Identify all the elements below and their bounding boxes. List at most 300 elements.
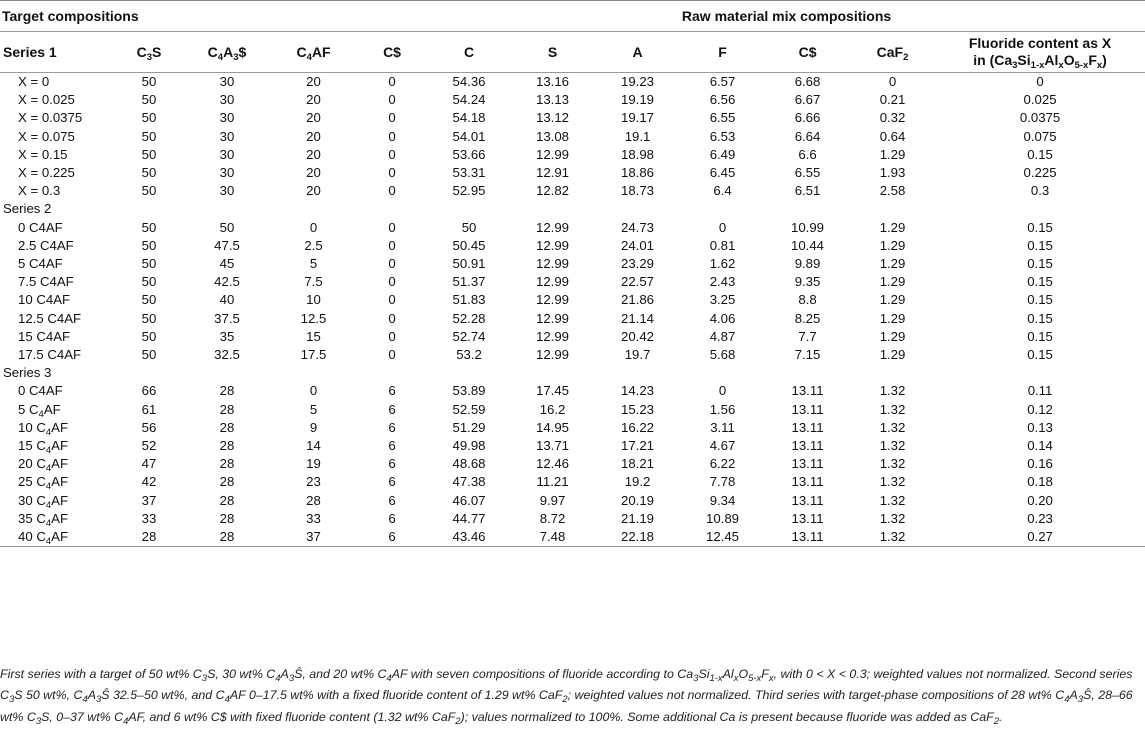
table-row	[0, 182, 1145, 200]
cell-value: 19.17	[621, 110, 655, 126]
cell-value: 37	[271, 528, 356, 547]
cell-value: 50.91	[452, 256, 486, 272]
cell-value: 50	[141, 328, 157, 344]
cell-value: 4.06	[709, 310, 736, 326]
cell-value: 51.29	[452, 419, 486, 435]
row-label: 10 C4AF	[18, 292, 71, 308]
table-row	[0, 91, 1145, 109]
cell-value: 30	[219, 110, 235, 126]
cell-value: 28	[115, 528, 183, 547]
col-header-c3s: $C_3S$	[115, 32, 183, 73]
col-header-c4a3s: $C_4A_3\$$	[183, 32, 271, 73]
cell-value: 19.19	[621, 92, 655, 108]
cell-value: 53.89	[452, 383, 486, 399]
cell-value: 30	[219, 165, 235, 181]
cell-value: 21.19	[621, 510, 655, 526]
cell-value: 6.56	[709, 92, 736, 108]
cell-value: 0.13	[1027, 419, 1053, 435]
cell-value: 0	[388, 310, 396, 326]
cell-value: 0	[888, 74, 897, 89]
cell-value: 6	[356, 528, 428, 547]
cell-value: 56	[141, 419, 157, 435]
cell-value: 30	[219, 146, 235, 162]
cell-value: 0	[1036, 74, 1044, 89]
row-label: X = 0.3	[18, 183, 61, 199]
cell-value: 7.5	[304, 274, 323, 290]
cell-value: 0	[388, 183, 396, 199]
cell-value: 28	[219, 492, 235, 508]
cell-value: 24.73	[621, 219, 655, 235]
cell-value: 7.7	[798, 328, 817, 344]
col-header-c: C	[428, 32, 510, 73]
cell-value: 10	[306, 292, 321, 308]
cell-value: 0	[388, 219, 396, 235]
cell-value: 30	[219, 183, 235, 199]
table-row	[0, 291, 1145, 309]
cell-value: 6.4	[713, 183, 732, 199]
cell-value: 47.38	[452, 474, 486, 490]
cell-value: 23.29	[621, 256, 655, 272]
cell-value: 0	[388, 165, 396, 181]
cell-value: 22.57	[621, 274, 655, 290]
cell-value: 6.66	[794, 110, 821, 126]
cell-value: 54.36	[452, 74, 486, 89]
table-row	[0, 528, 1145, 547]
cell-value: 1.32	[879, 456, 906, 472]
cell-value: 6.53	[709, 128, 736, 144]
cell-value: 50	[141, 219, 157, 235]
row-label: 20 $C_4AF$	[18, 456, 69, 475]
cell-value: 18.73	[621, 183, 655, 199]
cell-value: 7.48	[510, 528, 595, 547]
cell-value: 28	[219, 474, 235, 490]
cell-value: 6	[388, 492, 396, 508]
col-header-f: F	[680, 32, 765, 73]
cell-value: 20	[306, 92, 321, 108]
cell-value: 53.31	[452, 165, 486, 181]
cell-value: 50	[141, 92, 157, 108]
table-row	[0, 109, 1145, 127]
cell-value: 11.21	[536, 474, 569, 490]
row-label: X = 0.0375	[18, 110, 83, 126]
row-label: 30 $C_4AF$	[18, 492, 69, 511]
cell-value: 0.21	[879, 92, 906, 108]
cell-value: 1.32	[879, 492, 906, 508]
cell-value: 51.83	[452, 292, 486, 308]
cell-value: 53.2	[456, 347, 482, 363]
table-row	[0, 455, 1145, 473]
cell-value: 6	[388, 456, 396, 472]
cell-value: 9.97	[539, 492, 566, 508]
cell-value: 1.32	[879, 401, 906, 417]
cell-value: 19.23	[621, 74, 655, 89]
col-header-series: Series 1	[0, 32, 115, 73]
cell-value: 4.87	[709, 328, 736, 344]
cell-value: 6.57	[709, 74, 736, 89]
cell-value: 20	[306, 183, 321, 199]
cell-value: 20.19	[621, 492, 655, 508]
cell-value: 6	[388, 419, 396, 435]
cell-value: 6	[388, 474, 396, 490]
group-header-target: Target compositions	[0, 1, 428, 32]
cell-value: 1.29	[879, 237, 906, 253]
cell-value: 52.95	[452, 183, 486, 199]
cell-value: 0.11	[1027, 383, 1053, 399]
cell-value: 53.66	[452, 146, 486, 162]
cell-value: 13.11	[791, 510, 824, 526]
row-label: 15 $C_4AF$	[18, 438, 69, 457]
cell-value: 52.28	[452, 310, 486, 326]
row-label: 17.5 C4AF	[18, 347, 82, 363]
cell-value: 0	[309, 383, 318, 399]
cell-value: 5	[309, 401, 318, 417]
cell-value: 12.99	[536, 347, 570, 363]
cell-value: 9	[309, 419, 318, 435]
table-row	[0, 219, 1145, 237]
cell-value: 15	[306, 328, 321, 344]
row-label: 35 $C_4AF$	[18, 510, 69, 529]
cell-value: 1.29	[879, 146, 906, 162]
cell-value: 32.5	[214, 347, 240, 363]
cell-value: 17.45	[536, 383, 570, 399]
cell-value: 46.07	[452, 492, 486, 508]
cell-value: 48.68	[452, 456, 486, 472]
cell-value: 0.3	[1030, 183, 1050, 199]
table-row	[0, 419, 1145, 437]
cell-value: 1.29	[879, 219, 906, 235]
cell-value: 0.15	[1027, 310, 1053, 326]
cell-value: 0.15	[1027, 347, 1053, 363]
cell-value: 6.45	[709, 165, 736, 181]
cell-value: 0.18	[1027, 474, 1053, 490]
col-header-cs-raw: C$	[765, 32, 850, 73]
cell-value: 0.20	[1027, 492, 1053, 508]
cell-value: 0.64	[879, 128, 906, 144]
row-label: X = 0.075	[18, 128, 75, 144]
table-row	[0, 492, 1145, 510]
cell-value: 35	[219, 328, 235, 344]
cell-value: 0	[388, 274, 396, 290]
cell-value: 12.99	[536, 310, 570, 326]
cell-value: 66	[141, 383, 157, 399]
cell-value: 12.99	[536, 328, 570, 344]
cell-value: 20	[306, 128, 321, 144]
cell-value: 19.7	[624, 347, 651, 363]
table-row	[0, 473, 1145, 491]
cell-value: 13.11	[791, 383, 824, 399]
cell-value: 0	[388, 92, 396, 108]
series-row	[0, 364, 1145, 382]
cell-value: 4.67	[709, 438, 736, 454]
row-label: 25 $C_4AF$	[18, 474, 69, 493]
cell-value: 50	[461, 219, 477, 235]
cell-value: 44.77	[452, 510, 486, 526]
cell-value: 7.15	[794, 347, 821, 363]
cell-value: 18.98	[621, 146, 655, 162]
table-row	[0, 164, 1145, 182]
cell-value: 50	[141, 183, 157, 199]
cell-value: 0.15	[1027, 256, 1053, 272]
row-label: 7.5 C4AF	[18, 274, 74, 290]
cell-value: 0	[388, 292, 396, 308]
cell-value: 1.93	[879, 165, 906, 181]
col-header-fluoride: Fluoride content as X in $(Ca_3Si_{1-x}Al_xO_{5-x}F_x)$	[935, 32, 1145, 73]
table-row	[0, 128, 1145, 146]
cell-value: 5	[309, 256, 318, 272]
cell-value: 50.45	[452, 237, 486, 253]
cell-value: 20.42	[621, 328, 655, 344]
cell-value: 0	[388, 237, 396, 253]
row-label: 5 C4AF	[18, 256, 63, 272]
table-row	[0, 510, 1145, 528]
cell-value: 19.2	[624, 474, 651, 490]
col-header-a: A	[595, 32, 680, 73]
cell-value: 28	[219, 438, 235, 454]
cell-value: 61	[141, 401, 157, 417]
row-label: 12.5 C4AF	[18, 310, 82, 326]
table-footnote: First series with a target of 50 wt% $C_3S$, 30 wt% $C_4A_3Ŝ$, and 20 wt% $C_4AF$ with seven compositions of fluoride according to $Ca_3Si_{1-x}Al_xO_{5-x}F_x$, with 0 < X < 0.3; weighted values not normalized. Second series $C_3S$ 50 wt%, $C_4A_3Ŝ$ 32.5–50 wt%, and $C_4AF$ 0–17.5 wt% with a fixed fluoride content of 1.29 wt% CaF$_2$; weighted values not normalized. Third series with target-phase compositions of 28 wt% $C_4A_3Ŝ$, 28–66 wt% $C_3S$, 0–37 wt% $C_4AF$, and 6 wt% C$ with fixed fluoride content (1.32 wt% CaF$_2$); values normalized to 100%. Some additional Ca is present because fluoride was added as CaF$_2$.	[0, 667, 1133, 727]
cell-value: 13.16	[536, 74, 570, 89]
cell-value: 1.29	[879, 328, 906, 344]
cell-value: 0	[388, 328, 396, 344]
cell-value: 0.27	[935, 528, 1145, 547]
cell-value: 9.35	[794, 274, 821, 290]
row-label: X = 0.225	[18, 165, 75, 181]
group-header-raw: Raw material mix compositions	[428, 1, 1145, 32]
cell-value: 33	[306, 510, 321, 526]
cell-value: 12.45	[680, 528, 765, 547]
row-label: X = 0	[18, 74, 50, 89]
table-row	[0, 73, 1145, 92]
cell-value: 6.64	[794, 128, 821, 144]
cell-value: 3.25	[709, 292, 736, 308]
table-row	[0, 328, 1145, 346]
cell-value: 30	[219, 128, 235, 144]
cell-value: 6	[388, 401, 396, 417]
cell-value: 50	[141, 256, 157, 272]
col-header-cs: C$	[356, 32, 428, 73]
row-label: 10 $C_4AF$	[18, 419, 69, 438]
series-label: Series 2	[3, 201, 52, 217]
cell-value: 50	[219, 219, 235, 235]
cell-value: 12.5	[300, 310, 327, 326]
cell-value: 28	[219, 456, 235, 472]
cell-value: 50	[141, 165, 157, 181]
cell-value: 13.11	[791, 401, 824, 417]
cell-value: 49.98	[452, 438, 486, 454]
cell-value: 12.99	[536, 256, 570, 272]
cell-value: 13.11	[765, 528, 850, 547]
cell-value: 6.6	[798, 146, 817, 162]
cell-value: 1.62	[709, 256, 736, 272]
table-row	[0, 346, 1145, 364]
cell-value: 13.71	[536, 438, 570, 454]
cell-value: 54.01	[452, 128, 486, 144]
cell-value: 37.5	[214, 310, 240, 326]
cell-value: 28	[219, 419, 235, 435]
cell-value: 2.43	[709, 274, 736, 290]
cell-value: 19.1	[624, 128, 651, 144]
cell-value: 1.29	[879, 310, 906, 326]
cell-value: 0.225	[1023, 165, 1057, 181]
cell-value: 13.08	[536, 128, 570, 144]
col-header-s: S	[510, 32, 595, 73]
cell-value: 51.37	[452, 274, 486, 290]
cell-value: 28	[219, 401, 235, 417]
cell-value: 12.46	[536, 456, 570, 472]
cell-value: 1.32	[879, 438, 906, 454]
cell-value: 14.95	[536, 419, 570, 435]
cell-value: 16.2	[539, 401, 566, 417]
cell-value: 12.99	[536, 146, 570, 162]
cell-value: 6.51	[794, 183, 821, 199]
cell-value: 6	[388, 438, 396, 454]
cell-value: 0.15	[1027, 219, 1053, 235]
cell-value: 6.55	[709, 110, 736, 126]
row-label: X = 0.15	[18, 146, 68, 162]
cell-value: 0	[388, 256, 396, 272]
series-row	[0, 200, 1145, 218]
cell-value: 0	[718, 219, 727, 235]
cell-value: 13.11	[791, 438, 824, 454]
cell-value: 52	[141, 438, 157, 454]
row-label: 2.5 C4AF	[18, 237, 74, 253]
cell-value: 0.12	[1027, 401, 1053, 417]
cell-value: 47.5	[214, 237, 240, 253]
cell-value: 0.23	[1027, 510, 1053, 526]
cell-value: 0.81	[709, 237, 736, 253]
cell-value: 8.25	[794, 310, 821, 326]
table-row	[0, 237, 1145, 255]
cell-value: 6	[388, 510, 396, 526]
cell-value: 10.99	[791, 219, 825, 235]
row-label: 0 C4AF	[18, 219, 63, 235]
cell-value: 50	[141, 110, 157, 126]
table-row	[0, 437, 1145, 455]
table-row	[0, 146, 1145, 164]
cell-value: 50	[141, 128, 157, 144]
cell-value: 12.91	[536, 165, 570, 181]
cell-value: 1.32	[879, 383, 906, 399]
cell-value: 6.55	[794, 165, 821, 181]
cell-value: 10.89	[706, 510, 740, 526]
row-label: 5 $C_4AF$	[18, 401, 61, 420]
cell-value: 50	[141, 292, 157, 308]
col-header-caf2: CaF$_2$	[850, 32, 935, 73]
cell-value: 42	[141, 474, 157, 490]
cell-value: 24.01	[621, 237, 655, 253]
cell-value: 1.32	[850, 528, 935, 547]
cell-value: 0.0375	[1019, 110, 1061, 126]
cell-value: 0.15	[1027, 274, 1053, 290]
cell-value: 50	[141, 237, 157, 253]
cell-value: 0.16	[1027, 456, 1053, 472]
cell-value: 0.075	[1023, 128, 1057, 144]
table-row	[0, 382, 1145, 400]
row-label: 0 C4AF	[18, 383, 63, 399]
cell-value: 50	[141, 310, 157, 326]
cell-value: 13.11	[791, 492, 824, 508]
cell-value: 9.34	[709, 492, 736, 508]
table-row	[0, 310, 1145, 328]
cell-value: 1.32	[879, 474, 906, 490]
cell-value: 1.29	[879, 256, 906, 272]
cell-value: 20	[306, 110, 321, 126]
cell-value: 9.89	[794, 256, 821, 272]
cell-value: 1.32	[879, 510, 906, 526]
cell-value: 1.29	[879, 274, 906, 290]
cell-value: 20	[306, 74, 321, 89]
cell-value: 17.21	[621, 438, 655, 454]
cell-value: 19	[306, 456, 321, 472]
cell-value: 3.11	[710, 419, 735, 435]
cell-value: 50	[141, 74, 157, 89]
cell-value: 20	[306, 165, 321, 181]
cell-value: 13.11	[791, 474, 824, 490]
cell-value: 16.22	[621, 419, 655, 435]
table-row	[0, 401, 1145, 419]
cell-value: 0.025	[1023, 92, 1057, 108]
cell-value: 0	[388, 347, 396, 363]
cell-value: 13.13	[536, 92, 570, 108]
cell-value: 6	[388, 383, 396, 399]
cell-value: 12.99	[536, 237, 570, 253]
cell-value: 50	[141, 347, 157, 363]
cell-value: 2.58	[879, 183, 906, 199]
col-header-c4af: $C_4AF$	[271, 32, 356, 73]
cell-value: 21.14	[621, 310, 655, 326]
cell-value: 0	[388, 128, 396, 144]
cell-value: 12.99	[536, 274, 570, 290]
cell-value: 0	[309, 219, 318, 235]
cell-value: 37	[141, 492, 157, 508]
cell-value: 45	[219, 256, 235, 272]
table-row	[0, 273, 1145, 291]
cell-value: 0	[388, 110, 396, 126]
cell-value: 1.29	[879, 292, 906, 308]
cell-value: 12.99	[536, 219, 570, 235]
cell-value: 22.18	[595, 528, 680, 547]
row-label: 40 $C_4AF$	[0, 528, 115, 547]
cell-value: 13.12	[536, 110, 570, 126]
cell-value: 28	[306, 492, 321, 508]
cell-value: 21.86	[621, 292, 655, 308]
series-label: Series 3	[3, 365, 52, 381]
cell-value: 1.32	[879, 419, 906, 435]
cell-value: 28	[219, 383, 235, 399]
row-label: X = 0.025	[18, 92, 75, 108]
cell-value: 2.5	[304, 237, 323, 253]
cell-value: 14	[306, 438, 321, 454]
cell-value: 52.74	[452, 328, 486, 344]
cell-value: 52.59	[452, 401, 486, 417]
cell-value: 30	[219, 74, 235, 89]
cell-value: 47	[141, 456, 157, 472]
cell-value: 5.68	[709, 347, 736, 363]
cell-value: 6.68	[794, 74, 821, 89]
cell-value: 6.49	[709, 146, 736, 162]
cell-value: 0	[718, 383, 727, 399]
cell-value: 6.22	[709, 456, 736, 472]
cell-value: 0.15	[1027, 237, 1053, 253]
table-row	[0, 255, 1145, 273]
cell-value: 0.32	[879, 110, 906, 126]
cell-value: 0	[388, 146, 396, 162]
cell-value: 20	[306, 146, 321, 162]
cell-value: 50	[141, 274, 157, 290]
cell-value: 30	[219, 92, 235, 108]
cell-value: 54.24	[452, 92, 486, 108]
